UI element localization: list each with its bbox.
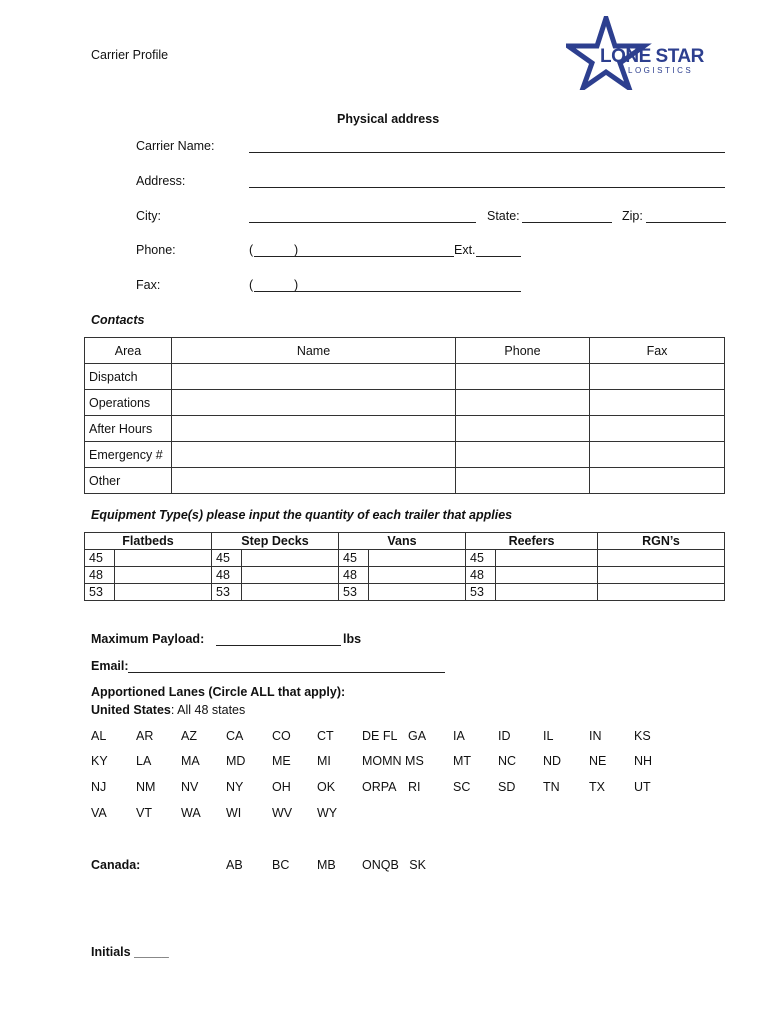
max-payload-label: Maximum Payload: <box>91 632 205 646</box>
state-az[interactable]: AZ <box>181 729 197 743</box>
after-hours-fax-cell[interactable] <box>590 416 725 442</box>
document-title: Carrier Profile <box>91 48 169 62</box>
state-field[interactable] <box>522 222 612 223</box>
dispatch-name-cell[interactable] <box>172 364 456 390</box>
row-label-other: Other <box>85 468 172 494</box>
canada-label: Canada: <box>91 858 141 872</box>
state-ky[interactable]: KY <box>91 754 108 768</box>
after-hours-name-cell[interactable] <box>172 416 456 442</box>
col-phone: Phone <box>456 338 590 364</box>
contacts-header-row <box>85 338 725 364</box>
carrier-name-label: Carrier Name: <box>136 139 215 153</box>
state-mi[interactable]: MI <box>317 754 331 768</box>
state-wi[interactable]: WI <box>226 806 242 820</box>
company-logo <box>566 16 726 90</box>
emergency-name-cell[interactable] <box>172 442 456 468</box>
after-hours-phone-cell[interactable] <box>456 416 590 442</box>
state-in[interactable]: IN <box>589 729 602 743</box>
flatbeds-size-48: 48 <box>85 567 115 584</box>
state-nv[interactable]: NV <box>181 780 199 794</box>
state-nd[interactable]: ND <box>543 754 562 768</box>
state-orpa[interactable]: ORPA <box>362 780 397 794</box>
stepdecks-45-qty[interactable] <box>242 550 339 567</box>
zip-field[interactable] <box>646 222 726 223</box>
col-rgns: RGN’s <box>598 533 725 550</box>
state-wy[interactable]: WY <box>317 806 338 820</box>
state-oh[interactable]: OH <box>272 780 291 794</box>
row-label-operations: Operations <box>85 390 172 416</box>
ext-field[interactable] <box>476 256 521 257</box>
reefers-size-53: 53 <box>466 584 496 601</box>
dispatch-phone-cell[interactable] <box>456 364 590 390</box>
phone-paren-close: ) <box>294 243 299 257</box>
state-de-fl[interactable]: DE FL <box>362 729 398 743</box>
email-field[interactable] <box>128 672 445 673</box>
col-step-decks: Step Decks <box>212 533 339 550</box>
col-reefers: Reefers <box>466 533 598 550</box>
table-row <box>85 468 725 494</box>
max-payload-field[interactable] <box>216 645 341 646</box>
state-co[interactable]: CO <box>272 729 291 743</box>
rgns-53-qty[interactable] <box>598 584 725 601</box>
emergency-phone-cell[interactable] <box>456 442 590 468</box>
state-tn[interactable]: TN <box>543 780 560 794</box>
logo-subtitle: LOGISTICS <box>628 66 694 75</box>
province-on-qb-sk[interactable]: ONQB SK <box>362 858 426 872</box>
state-wv[interactable]: WV <box>272 806 293 820</box>
state-ne[interactable]: NE <box>589 754 607 768</box>
table-row <box>85 550 725 567</box>
row-label-dispatch: Dispatch <box>85 364 172 390</box>
state-id[interactable]: ID <box>498 729 511 743</box>
state-ma[interactable]: MA <box>181 754 200 768</box>
equipment-header-row <box>85 533 725 550</box>
state-nh[interactable]: NH <box>634 754 653 768</box>
state-ia[interactable]: IA <box>453 729 465 743</box>
state-tx[interactable]: TX <box>589 780 605 794</box>
logo-wordmark: LONE STAR <box>600 46 704 67</box>
table-row <box>85 364 725 390</box>
state-ar[interactable]: AR <box>136 729 154 743</box>
state-ut[interactable]: UT <box>634 780 651 794</box>
us-label: United States <box>91 703 171 717</box>
equipment-heading: Equipment Type(s) please input the quantity of each trailer that applies <box>91 508 513 522</box>
vans-size-48: 48 <box>339 567 369 584</box>
address-field[interactable] <box>249 187 725 188</box>
us-note: : All 48 states <box>170 703 246 717</box>
fax-paren-close: ) <box>294 278 299 292</box>
contacts-table <box>84 337 725 494</box>
physical-address-heading: Physical address <box>337 112 440 126</box>
stepdecks-size-53: 53 <box>212 584 242 601</box>
reefers-48-qty[interactable] <box>496 567 598 584</box>
reefers-size-45: 45 <box>466 550 496 567</box>
initials-label: Initials _____ <box>91 945 169 959</box>
other-fax-cell[interactable] <box>590 468 725 494</box>
table-row <box>85 584 725 601</box>
state-nj[interactable]: NJ <box>91 780 107 794</box>
operations-fax-cell[interactable] <box>590 390 725 416</box>
fax-paren-open: ( <box>249 278 254 292</box>
state-ks[interactable]: KS <box>634 729 651 743</box>
table-row <box>85 567 725 584</box>
province-ab[interactable]: AB <box>226 858 243 872</box>
stepdecks-48-qty[interactable] <box>242 567 339 584</box>
col-vans: Vans <box>339 533 466 550</box>
equipment-table <box>84 532 725 601</box>
state-ca[interactable]: CA <box>226 729 244 743</box>
state-va[interactable]: VA <box>91 806 107 820</box>
lanes-heading: Apportioned Lanes (Circle ALL that apply): <box>91 685 346 699</box>
flatbeds-45-qty[interactable] <box>115 550 212 567</box>
state-vt[interactable]: VT <box>136 806 152 820</box>
vans-size-53: 53 <box>339 584 369 601</box>
flatbeds-size-53: 53 <box>85 584 115 601</box>
us-line <box>91 703 245 717</box>
col-name: Name <box>172 338 456 364</box>
email-label: Email: <box>91 659 129 673</box>
fax-label: Fax: <box>136 278 161 292</box>
state-ok[interactable]: OK <box>317 780 336 794</box>
table-row <box>85 416 725 442</box>
other-name-cell[interactable] <box>172 468 456 494</box>
vans-45-qty[interactable] <box>369 550 466 567</box>
other-phone-cell[interactable] <box>456 468 590 494</box>
state-me[interactable]: ME <box>272 754 291 768</box>
vans-53-qty[interactable] <box>369 584 466 601</box>
payload-unit: lbs <box>343 632 362 646</box>
reefers-45-qty[interactable] <box>496 550 598 567</box>
ext-label: Ext. <box>454 243 476 257</box>
reefers-size-48: 48 <box>466 567 496 584</box>
province-mb[interactable]: MB <box>317 858 336 872</box>
dispatch-fax-cell[interactable] <box>590 364 725 390</box>
state-momn-ms[interactable]: MOMN MS <box>362 754 424 768</box>
carrier-name-field[interactable] <box>249 152 725 153</box>
state-nc[interactable]: NC <box>498 754 517 768</box>
stepdecks-size-48: 48 <box>212 567 242 584</box>
address-label: Address: <box>136 174 186 188</box>
state-md[interactable]: MD <box>226 754 246 768</box>
city-field[interactable] <box>249 222 476 223</box>
flatbeds-size-45: 45 <box>85 550 115 567</box>
state-la[interactable]: LA <box>136 754 152 768</box>
phone-label: Phone: <box>136 243 176 257</box>
state-sc[interactable]: SC <box>453 780 471 794</box>
table-row <box>85 390 725 416</box>
table-row <box>85 442 725 468</box>
fax-field[interactable] <box>254 291 521 292</box>
row-label-emergency: Emergency # <box>85 442 172 468</box>
reefers-53-qty[interactable] <box>496 584 598 601</box>
flatbeds-48-qty[interactable] <box>115 567 212 584</box>
emergency-fax-cell[interactable] <box>590 442 725 468</box>
operations-name-cell[interactable] <box>172 390 456 416</box>
flatbeds-53-qty[interactable] <box>115 584 212 601</box>
vans-size-45: 45 <box>339 550 369 567</box>
contacts-heading: Contacts <box>91 313 145 327</box>
vans-48-qty[interactable] <box>369 567 466 584</box>
state-nm[interactable]: NM <box>136 780 156 794</box>
phone-paren-open: ( <box>249 243 254 257</box>
state-ny[interactable]: NY <box>226 780 244 794</box>
stepdecks-size-45: 45 <box>212 550 242 567</box>
col-flatbeds: Flatbeds <box>85 533 212 550</box>
stepdecks-53-qty[interactable] <box>242 584 339 601</box>
state-mt[interactable]: MT <box>453 754 472 768</box>
city-label: City: <box>136 209 161 223</box>
phone-field[interactable] <box>254 256 454 257</box>
state-al[interactable]: AL <box>91 729 107 743</box>
row-label-after-hours: After Hours <box>85 416 172 442</box>
state-ct[interactable]: CT <box>317 729 334 743</box>
col-area: Area <box>85 338 172 364</box>
zip-label: Zip: <box>622 209 643 223</box>
state-ga[interactable]: GA <box>408 729 427 743</box>
rgns-48-qty[interactable] <box>598 567 725 584</box>
state-sd[interactable]: SD <box>498 780 516 794</box>
state-label: State: <box>487 209 520 223</box>
province-bc[interactable]: BC <box>272 858 290 872</box>
operations-phone-cell[interactable] <box>456 390 590 416</box>
rgns-45-qty[interactable] <box>598 550 725 567</box>
state-ri[interactable]: RI <box>408 780 421 794</box>
state-wa[interactable]: WA <box>181 806 201 820</box>
state-il[interactable]: IL <box>543 729 554 743</box>
col-fax: Fax <box>590 338 725 364</box>
